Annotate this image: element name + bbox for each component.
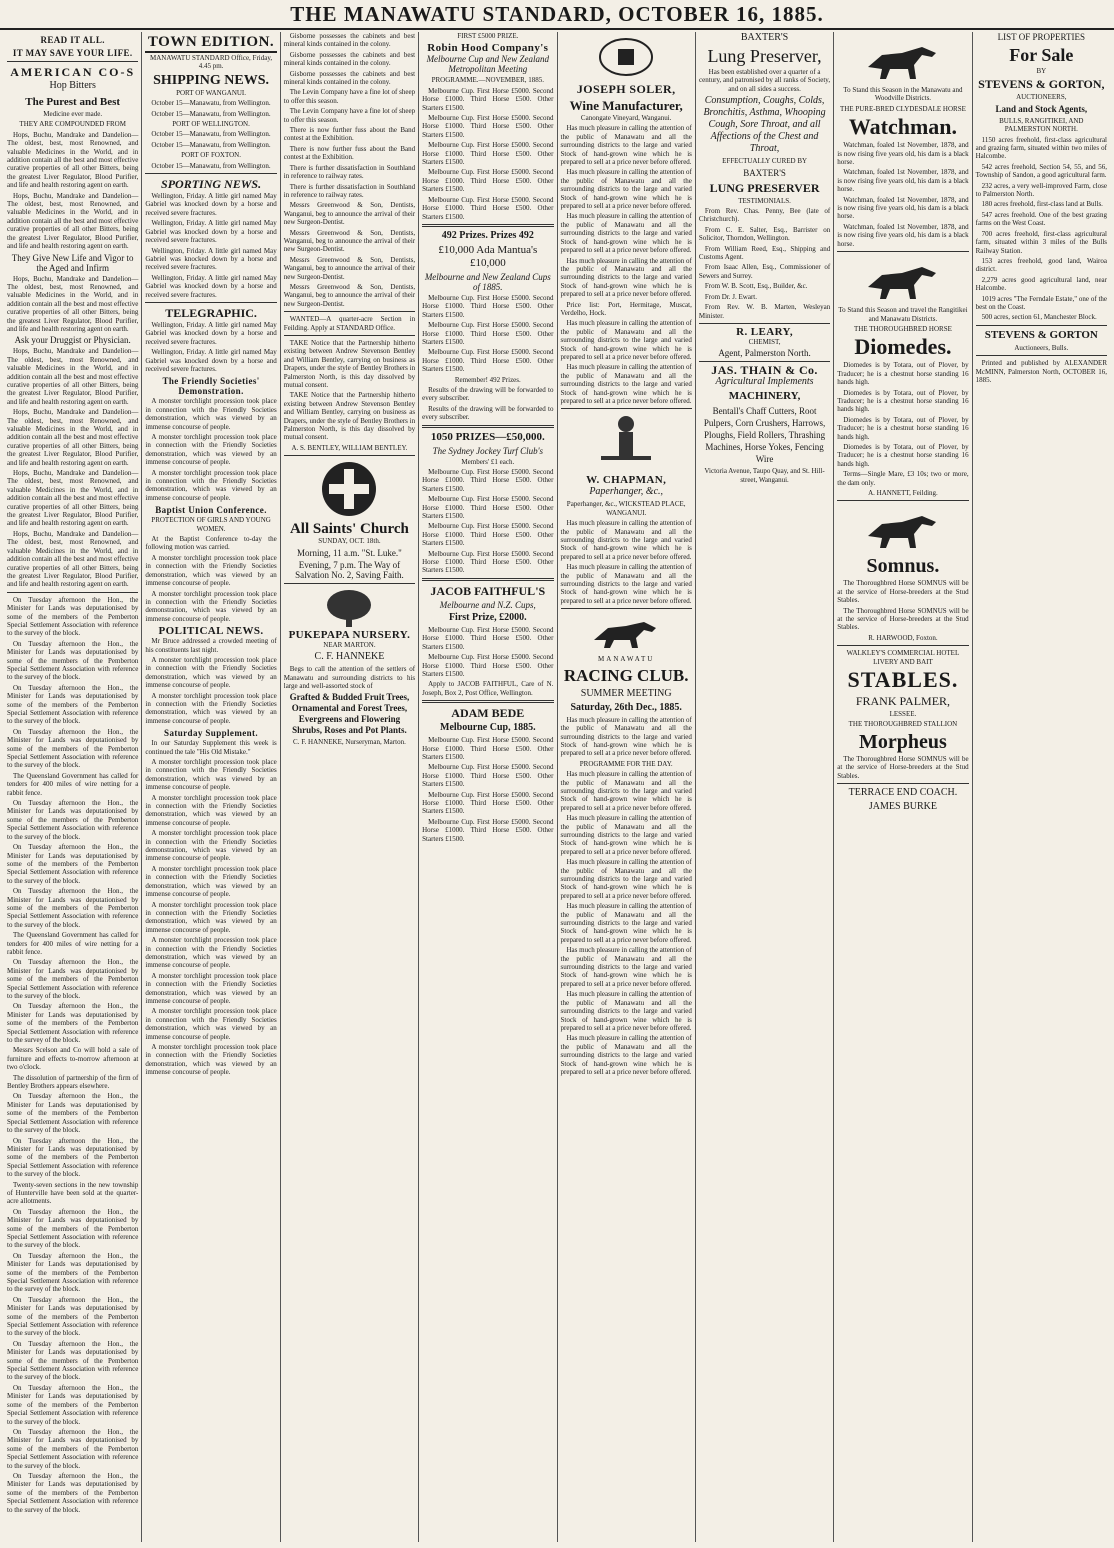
diomedes-body-c: Diomedes is by Totara, out of Plover, by Traducer; he is a chestnut horse standing 16 hands high. bbox=[837, 415, 969, 441]
col5-body-0c: Has much pleasure in calling the attention of the public of Manawatu and all the surrounding districts to the large and varied Stock of hand-grown wine which he is prepared to sell at a price never before offered. bbox=[560, 212, 692, 255]
col5-body-0e: Has much pleasure in calling the attention of the public of Manawatu and all the surrounding districts to the large and varied Stock of hand-grown wine which he is prepared to sell at a price never before offered. bbox=[560, 319, 692, 361]
col1-body-2f: Hops, Buchu, Mandrake and Dandelion— The oldest, best, most Renowned, and valuable Medicines in the World, and in addition contain all the best and most effective curative properties of all other Bitters, being the greatest Liver Regulator, Blood Purifier, and life and health restoring agent on earth. bbox=[7, 469, 139, 528]
clydesdale-horse-icon bbox=[858, 35, 948, 83]
col2-body-2: At the Baptist Conference to-day the following motion was carried. bbox=[145, 535, 277, 552]
col2-body-4g: A monster torchlight procession took place in connection with the Friendly Societies demonstration, which was viewed by an immense concourse of people. bbox=[145, 936, 277, 970]
col2-body-4: In our Saturday Supplement this week is continued the tale "His Old Mistake." bbox=[145, 739, 277, 756]
thain-machinery: MACHINERY, bbox=[728, 390, 801, 403]
col8-body-0: 1150 acres freehold, first-class agricultural and grazing farm, situated within two miles of Halcombe. bbox=[975, 135, 1107, 161]
col1-body-1: THEY ARE COMPOUNDED FROM bbox=[19, 120, 126, 129]
col1-news-4: Twenty-seven sections in the new township of Hunterville have been sold at the quarter-acre allotments. bbox=[7, 1180, 139, 1206]
col1-body-2g: Hops, Buchu, Mandrake and Dandelion— The oldest, best, most Renowned, and valuable Medicines in the World, and in addition contain all the best and most effective curative properties of all other Bitters, being the greatest Liver Regulator, Blood Purifier, and life and health restoring agent on earth. bbox=[7, 529, 139, 589]
telegraphic-title: TELEGRAPHIC. bbox=[165, 305, 257, 320]
racing-club-title: RACING CLUB. bbox=[563, 665, 689, 685]
col2-body-4f: A monster torchlight procession took place in connection with the Friendly Societies demonstration, which was viewed by an immense concourse of people. bbox=[145, 900, 277, 934]
port-foxton: PORT OF FOXTON. bbox=[181, 151, 241, 160]
leary-title: R. LEARY, bbox=[736, 325, 794, 338]
col5-body-0i: Has much pleasure in calling the attention of the public of Manawatu and all the surrounding districts to the large and varied Stock of hand-grown wine which he is prepared to sell at a price never before offered. bbox=[560, 715, 692, 758]
newspaper-page bbox=[4, 32, 1110, 1542]
col8-body-8: 1019 acres "The Ferndale Estate," one of the best on the Coast. bbox=[975, 294, 1107, 311]
col4-body-4: Apply to JACOB FAITHFUL, Care of N. Joseph, Box 2, Post Office, Wellington. bbox=[422, 680, 554, 697]
col5-body-0k: Has much pleasure in calling the attention of the public of Manawatu and all the surrounding districts to the large and varied Stock of hand-grown wine which he is prepared to sell at a price never before offered. bbox=[560, 814, 692, 856]
col5-body-3: Paperhanger, &c., WICKSTEAD PLACE, WANGANUI. bbox=[566, 500, 686, 517]
watchman-body-c: Watchman, foaled 1st November, 1878, and is now rising five years old, his dam is a black horse. bbox=[837, 195, 969, 221]
col5-body-1: Price list: Port, Hermitage, Muscat, Verdelho, Hock. bbox=[560, 300, 692, 317]
col5-body-0: Has much pleasure in calling the attention of the public of Manawatu and all the surrounding districts to the large and varied Stock of hand-grown wine which he is prepared to sell at a price never before offered. bbox=[560, 124, 692, 167]
sporting-news-title: SPORTING NEWS. bbox=[161, 177, 262, 192]
col4-body-0d: Melbourne Cup. First Horse £5000. Second Horse £1000. Third Horse £500. Other Starters £1500. bbox=[422, 168, 554, 194]
jacob-first: First Prize, £2000. bbox=[448, 611, 527, 623]
col1-news-0r: On Tuesday afternoon the Hon., the Minister for Lands was deputationised by some of the members of the Pemberton Special Settlement Association with reference to the survey of the block. bbox=[7, 1471, 139, 1514]
firm-location: BULLS, RANGITIKEI, AND PALMERSTON NORTH. bbox=[999, 116, 1084, 134]
col5-body-0f: Has much pleasure in calling the attention of the public of Manawatu and all the surrounding districts to the large and varied Stock of hand-grown wine which he is prepared to sell at a price never before offered. bbox=[560, 363, 692, 405]
column-2 bbox=[142, 32, 280, 1542]
joseph-soler-title: JOSEPH SOLER, bbox=[576, 82, 676, 96]
diomedes-body-b: Diomedes is by Totara, out of Plover, by Traducer; he is a chestnut horse standing 16 hands high. bbox=[837, 388, 969, 414]
watchman-breed: THE PURE-BRED CLYDESDALE HORSE bbox=[839, 104, 966, 113]
col1-body-2b: Hops, Buchu, Mandrake and Dandelion— The oldest, best, most Renowned, and valuable Medicines in the World, and in addition contain all the best and most effective curative properties of all other Bitters, being the greatest Liver Regulator, Blood Purifier, and life and health restoring agent on earth. bbox=[7, 191, 139, 251]
palmer-sub: LESSEE. bbox=[889, 710, 917, 719]
col1-news-0: On Tuesday afternoon the Hon., the Minister for Lands was deputationised by some of the members of the Pemberton Special Settlement Association with reference to the survey of the block. bbox=[7, 595, 139, 638]
baptist-sub: PROTECTION OF GIRLS AND YOUNG WOMEN. bbox=[151, 516, 271, 533]
baxters-italic: Consumption, Coughs, Colds, Bronchitis, Asthma, Whooping Cough, Sore Throat, and all Affections of the Chest and Throat, bbox=[703, 95, 826, 155]
summer-date: Saturday, 26th Dec., 1885. bbox=[570, 701, 682, 713]
printed-by: Printed and published by ALEXANDER McMINN, Palmerston North, OCTOBER 16, 1885. bbox=[975, 359, 1107, 384]
column-8 bbox=[973, 32, 1110, 1542]
col1-news-0f: On Tuesday afternoon the Hon., the Minister for Lands was deputationised by some of the members of the Pemberton Special Settlement Association with reference to the survey of the block. bbox=[7, 843, 139, 885]
robin-hood-title: Robin Hood Company's bbox=[427, 42, 549, 55]
nursery-tree-icon bbox=[314, 587, 384, 627]
stables-title: STABLES. bbox=[847, 667, 959, 693]
for-sale-title: For Sale bbox=[1009, 45, 1074, 65]
col5-body-0j: Has much pleasure in calling the attention of the public of Manawatu and all the surrounding districts to the large and varied Stock of hand-grown wine which he is prepared to sell at a price never before offered. bbox=[560, 770, 692, 812]
col1-headline: READ IT ALL. bbox=[40, 35, 105, 45]
nursery-sub: NEAR MARTON. bbox=[323, 640, 376, 649]
col5-body-0o: Has much pleasure in calling the attention of the public of Manawatu and all the surrounding districts to the large and varied Stock of hand-grown wine which he is prepared to sell at a price never before offered. bbox=[560, 990, 692, 1032]
col6-body-4: From W. B. Scott, Esq., Builder, &c. bbox=[704, 282, 808, 291]
wanted-ad: WANTED—A quarter-acre Section in Feilding. Apply at STANDARD Office. bbox=[283, 315, 416, 332]
baxters-lung: LUNG PRESERVER bbox=[709, 180, 820, 195]
col1-product: Hop Bitters bbox=[49, 80, 96, 91]
nursery-body: Begs to call the attention of the settlers of Manawatu and surrounding districts to his large and well-assorted stock of bbox=[283, 665, 416, 690]
col1-body-2d: Hops, Buchu, Mandrake and Dandelion— The oldest, best, most Renowned, and valuable Medicines in the World, and in addition contain all the best and most effective curative properties of all other Bitters, being the greatest Liver Regulator, Blood Purifier, and life and health restoring agent on earth. bbox=[7, 347, 139, 406]
col6-body-6: From Rev. W. B. Marten, Wesleyan Minister. bbox=[698, 303, 831, 320]
col4-body-0j: Melbourne Cup. First Horse £5000. Second Horse £1000. Third Horse £500. Other Starters £1500. bbox=[422, 495, 554, 521]
partnership-notice-b: TAKE Notice that the Partnership hitherto existing between Andrew Stevenson Bentley and William Bentley, carrying on business as Drapers, under the style of Bentley Brothers in Palmerston North, is this day dissolved by mutual consent. bbox=[283, 391, 416, 442]
col2-body-0c: Wellington, Friday. A little girl named May Gabriel was knocked down by a horse and received severe fractures. bbox=[145, 246, 277, 272]
col2-body-4d: A monster torchlight procession took place in connection with the Friendly Societies demonstration, which was viewed by an immense concourse of people. bbox=[145, 829, 277, 863]
chapman-trade: Paperhanger, &c., bbox=[589, 486, 664, 498]
arrivals: October 15—Manawatu, from Wellington. bbox=[151, 99, 271, 108]
col1-news-2: Messrs Scelson and Co will hold a sale of furniture and effects to-morrow afternoon at two o'clock. bbox=[7, 1046, 139, 1072]
col2-body-0e: Wellington, Friday. A little girl named May Gabriel was knocked down by a horse and received severe fractures. bbox=[145, 320, 277, 346]
col1-news-0l: On Tuesday afternoon the Hon., the Minister for Lands was deputationised by some of the members of the Pemberton Special Settlement Association with reference to the survey of the block. bbox=[7, 1207, 139, 1250]
col8-body-7: 2,279 acres good agricultural land, near Halcombe. bbox=[975, 275, 1107, 293]
col1-body-0: Medicine ever made. bbox=[43, 110, 103, 118]
col3-body-4: Messrs Greenwood & Son, Dentists, Wanganui, beg to announce the arrival of their new Surgeon-Dentist. bbox=[283, 201, 416, 227]
church-evening: Evening, 7 p.m. The Way of Salvation No. 2, Saving Faith. bbox=[295, 559, 404, 580]
chapman-title: W. CHAPMAN, bbox=[586, 474, 667, 487]
col6-body-2: From William Reed, Esq., Shipping and Customs Agent. bbox=[698, 244, 831, 262]
arrivals-b: October 15—Manawatu, from Wellington. bbox=[151, 109, 271, 118]
partnership-notice: TAKE Notice that the Partnership hitherto existing between Andrew Stevenson Bentley and William Bentley, carrying on business as Drapers, under the style of Bentley Brothers in Palmerston North, is this day dissolved by mutual consent. bbox=[283, 339, 416, 390]
morpheus-title: Morpheus bbox=[859, 730, 947, 753]
col2-body-2b: A monster torchlight procession took place in connection with the Friendly Societies demonstration, which was viewed by an immense concourse of people. bbox=[145, 553, 277, 588]
col8-body-2: 232 acres, a very well-improved Farm, close to Palmerston North. bbox=[975, 181, 1107, 199]
col4-body-0i: Melbourne Cup. First Horse £5000. Second Horse £1000. Third Horse £500. Other Starters £1500. bbox=[422, 468, 554, 493]
col1-news-0g: On Tuesday afternoon the Hon., the Minister for Lands was deputationised by some of the members of the Pemberton Special Settlement Association with reference to the survey of the block. bbox=[7, 887, 139, 929]
morpheus-pre: THE THOROUGHBRED STALLION bbox=[848, 720, 958, 729]
column-4 bbox=[419, 32, 557, 1542]
col2-body-4e: A monster torchlight procession took place in connection with the Friendly Societies demonstration, which was viewed by an immense concourse of people. bbox=[145, 864, 277, 899]
diomedes-body-d: Diomedes is by Totara, out of Plover, by Traducer; he is a chestnut horse standing 16 hands high. bbox=[837, 442, 969, 468]
col3-body-3b: There is further dissatisfaction in Southland in reference to railway rates. bbox=[283, 182, 416, 199]
diomedes-body: Diomedes is by Totara, out of Plover, by Traducer; he is a chestnut horse standing 16 hands high. bbox=[837, 361, 969, 387]
church-title: All Saints' Church bbox=[289, 521, 409, 538]
col6-body-1: From C. E. Salter, Esq., Barrister on Solicitor, Thorndon, Wellington. bbox=[698, 225, 831, 243]
wine-manufacturer: Wine Manufacturer, bbox=[569, 98, 683, 113]
town-edition-title: TOWN EDITION. bbox=[145, 34, 276, 53]
col4-fortune: £10,000 Ada Mantua's £10,000 bbox=[438, 243, 538, 269]
port-wellington: PORT OF WELLINGTON. bbox=[172, 120, 250, 129]
column-7 bbox=[834, 32, 972, 1542]
col3-body-4c: Messrs Greenwood & Son, Dentists, Wanganui, beg to announce the arrival of their new Surgeon-Dentist. bbox=[283, 255, 416, 281]
edition-time: MANAWATU STANDARD Office, Friday, 4.45 pm. bbox=[149, 54, 273, 71]
col4-body-0: Melbourne Cup. First Horse £5000. Second Horse £1000. Third Horse £500. Other Starters £1500. bbox=[422, 86, 554, 112]
col4-body-0h: Melbourne Cup. First Horse £5000. Second Horse £1000. Third Horse £500. Other Starters £1500. bbox=[422, 348, 554, 374]
col2-body-3c: A monster torchlight procession took place in connection with the Friendly Societies demonstration, which was viewed by an immense concourse of people. bbox=[145, 691, 277, 725]
harwood: R. HARWOOD, Foxton. bbox=[868, 633, 938, 642]
col1-news-0i: On Tuesday afternoon the Hon., the Minister for Lands was deputationised by some of the members of the Pemberton Special Settlement Association with reference to the survey of the block. bbox=[7, 1002, 139, 1045]
col5-body-0l: Has much pleasure in calling the attention of the public of Manawatu and all the surrounding districts to the large and varied Stock of hand-grown wine which he is prepared to sell at a price never before offered. bbox=[560, 858, 692, 900]
col4-body-0p: Melbourne Cup. First Horse £5000. Second Horse £1000. Third Horse £500. Other Starters £1500. bbox=[422, 763, 554, 789]
jacob-title: JACOB FAITHFUL'S bbox=[430, 583, 546, 598]
col1-news-0q: On Tuesday afternoon the Hon., the Minister for Lands was deputationised by some of the members of the Pemberton Special Settlement Association with reference to the survey of the block. bbox=[7, 1427, 139, 1470]
col5-body-0b: Has much pleasure in calling the attention of the public of Manawatu and all the surrounding districts to the large and varied Stock of hand-grown wine which he is prepared to sell at a price never before offered. bbox=[560, 168, 692, 211]
church-cross-icon bbox=[319, 459, 379, 519]
col1-body-2e: Hops, Buchu, Mandrake and Dandelion— The oldest, best, most Renowned, and valuable Medicines in the World, and in addition contain all the best and most effective curative properties of all other Bitters, being the greatest Liver Regulator, Blood Purifier, and life and health restoring agent on earth. bbox=[7, 408, 139, 467]
watchman-body-d: Watchman, foaled 1st November, 1878, and is now rising five years old, his dam is a black horse. bbox=[837, 222, 969, 248]
somnus-horse-icon bbox=[858, 504, 948, 552]
somnus-body-c: The Thoroughbred Horse SOMNUS will be at the service of Horse-breeders at the Stud Stables. bbox=[837, 754, 969, 780]
col4-members: Members' £1 each. bbox=[461, 457, 515, 466]
col4-body-0c: Melbourne Cup. First Horse £5000. Second Horse £1000. Third Horse £500. Other Starters £1500. bbox=[422, 141, 554, 167]
col2-body-0: Wellington, Friday. A little girl named May Gabriel was knocked down by a horse and received severe fractures. bbox=[145, 192, 277, 217]
col4-body-0f: Melbourne Cup. First Horse £5000. Second Horse £1000. Third Horse £500. Other Starters £1500. bbox=[422, 293, 554, 319]
col4-body-1: Remember! 492 Prizes. bbox=[454, 375, 521, 384]
adam-sub: Melbourne Cup, 1885. bbox=[440, 722, 536, 734]
palmer-name: FRANK PALMER, bbox=[855, 694, 951, 709]
column-1 bbox=[4, 32, 142, 1542]
col1-news-0d: On Tuesday afternoon the Hon., the Minister for Lands was deputationised by some of the members of the Pemberton Special Settlement Association with reference to the survey of the block. bbox=[7, 727, 139, 770]
col8-body-9: 500 acres, section 61, Manchester Block. bbox=[981, 313, 1097, 322]
col8-body-1: 542 acres freehold, Section 54, 55, and 56, Township of Sandon, a good agricultural farm. bbox=[975, 162, 1107, 180]
col2-body-0d: Wellington, Friday. A little girl named May Gabriel was knocked down by a horse and received severe fractures. bbox=[145, 273, 277, 299]
racehorse-icon bbox=[586, 612, 666, 652]
col3-body-1b: The Levin Company have a fine lot of sheep to offer this season. bbox=[283, 107, 416, 124]
col5-body-0p: Has much pleasure in calling the attention of the public of Manawatu and all the surrounding districts to the large and varied Stock of hand-grown wine which he is prepared to sell at a price never before offered. bbox=[560, 1034, 692, 1076]
leary-sub: CHEMIST, bbox=[748, 337, 781, 346]
col3-body-4b: Messrs Greenwood & Son, Dentists, Wanganui, beg to announce the arrival of their new Surgeon-Dentist. bbox=[283, 228, 416, 254]
port-wanganui: PORT OF WANGANUI. bbox=[176, 88, 247, 97]
col2-body-3b: A monster torchlight procession took place in connection with the Friendly Societies demonstration, which was viewed by an immense concourse of people. bbox=[145, 655, 277, 690]
col1-news-0p: On Tuesday afternoon the Hon., the Minister for Lands was deputationised by some of the members of the Pemberton Special Settlement Association with reference to the survey of the block. bbox=[7, 1383, 139, 1426]
col3-body-4d: Messrs Greenwood & Son, Dentists, Wanganui, beg to announce the arrival of their new Surgeon-Dentist. bbox=[283, 282, 416, 308]
diomedes-terms: Terms—Single Mare, £3 10s; two or more, the dam only. bbox=[837, 470, 969, 487]
col5-body-0n: Has much pleasure in calling the attention of the public of Manawatu and all the surrounding districts to the large and varied Stock of hand-grown wine which he is prepared to sell at a price never before offered. bbox=[560, 946, 692, 988]
partnership-signatures: A. S. BENTLEY, WILLIAM BENTLEY. bbox=[291, 443, 408, 452]
col2-body-0f: Wellington, Friday. A little girl named May Gabriel was knocked down by a horse and received severe fractures. bbox=[145, 348, 277, 373]
col4-body-0g: Melbourne Cup. First Horse £5000. Second Horse £1000. Third Horse £500. Other Starters £1500. bbox=[422, 321, 554, 346]
col1-tagline: The Purest and Best bbox=[25, 96, 121, 108]
col3-body-3: There is further dissatisfaction in Southland in reference to railway rates. bbox=[283, 163, 416, 181]
robin-hood-sub: Melbourne Cup and New Zealand Metropolitan Meeting bbox=[426, 54, 550, 75]
col1-news-0b: On Tuesday afternoon the Hon., the Minister for Lands was deputationised by some of the members of the Pemberton Special Settlement Association with reference to the survey of the block. bbox=[7, 639, 139, 682]
col4-fortune-sub: Melbourne and New Zealand Cups of 1885. bbox=[424, 271, 551, 292]
col8-body-5: 700 acres freehold, first-class agricultural farm, situated within 3 miles of the Bulls Railway Station. bbox=[975, 229, 1107, 255]
col1-news-0m: On Tuesday afternoon the Hon., the Minister for Lands was deputationised by some of the members of the Pemberton Special Settlement Association with reference to the survey of the block. bbox=[7, 1251, 139, 1294]
footer-role: Auctioneers, Bulls. bbox=[1014, 343, 1069, 352]
thain-close: Victoria Avenue, Taupo Quay, and St. Hill-street, Wanganui. bbox=[704, 467, 825, 484]
terrace-coach: TERRACE END COACH. bbox=[848, 787, 958, 799]
col5-body-0d: Has much pleasure in calling the attention of the public of Manawatu and all the surrounding districts to the large and varied Stock of hand-grown wine which he is prepared to sell at a price never before offered. bbox=[560, 256, 692, 299]
watchman-intro: To Stand this Season in the Manawatu and Woodville Districts. bbox=[843, 86, 963, 103]
col4-body-0n: Melbourne Cup. First Horse £5000. Second Horse £1000. Third Horse £500. Other Starters £1500. bbox=[422, 653, 554, 678]
col6-body-5: From Dr. J. Ewart. bbox=[704, 292, 757, 301]
shipping-news-title: SHIPPING NEWS. bbox=[153, 72, 270, 88]
col6-body-3: From Isaac Allen, Esq., Commissioner of Sewers and Surrey. bbox=[698, 263, 831, 280]
col3-body-2b: There is now further fuss about the Band contest at the Exhibition. bbox=[283, 144, 416, 162]
col5-body-0h: Has much pleasure in calling the attention of the public of Manawatu and all the surrounding districts to the large and varied Stock of hand-grown wine which he is prepared to sell at a price never before offered. bbox=[560, 563, 692, 605]
nursery-trees: Grafted & Budded Fruit Trees, Ornamental and Forest Trees, Evergreens and Flowering Shrubs, Roses and Pot Plants. bbox=[289, 692, 410, 736]
somnus-body-b: The Thoroughbred Horse SOMNUS will be at the service of Horse-breeders at the Stud Stables. bbox=[837, 606, 969, 632]
col4-body-0k: Melbourne Cup. First Horse £5000. Second Horse £1000. Third Horse £500. Other Starters £1500. bbox=[422, 522, 554, 548]
col1-news-0j: On Tuesday afternoon the Hon., the Minister for Lands was deputationised by some of the members of the Pemberton Special Settlement Association with reference to the survey of the block. bbox=[7, 1092, 139, 1135]
col1-brand: AMERICAN CO-S bbox=[10, 65, 136, 79]
saturday-supplement-title: Saturday Supplement. bbox=[164, 728, 259, 739]
col2-body-1: A monster torchlight procession took place in connection with the Friendly Societies demonstration, which was viewed by an immense concourse of people. bbox=[145, 397, 277, 431]
col4-body-0e: Melbourne Cup. First Horse £5000. Second Horse £1000. Third Horse £500. Other Starters £1500. bbox=[422, 195, 554, 221]
col4-prizes: 492 Prizes. Prizes 492 bbox=[441, 229, 534, 241]
political-news-title: POLITICAL NEWS. bbox=[158, 625, 264, 638]
col1-news-1: The Queensland Government has called for tenders for 400 miles of wire netting for a rabbit fence. bbox=[7, 771, 139, 797]
arrivals-c: October 15—Manawatu, from Wellington. bbox=[151, 130, 271, 139]
baxters-title: BAXTER'S bbox=[740, 32, 789, 43]
col1-news-0k: On Tuesday afternoon the Hon., the Minister for Lands was deputationised by some of the members of the Pemberton Special Settlement Association with reference to the survey of the block. bbox=[7, 1136, 139, 1179]
leary-agent: Agent, Palmerston North. bbox=[718, 348, 811, 359]
col2-body-2c: A monster torchlight procession took place in connection with the Friendly Societies demonstration, which was viewed by an immense concourse of people. bbox=[145, 589, 277, 623]
summer-meeting: SUMMER MEETING bbox=[580, 687, 672, 699]
col8-body-4: 547 acres freehold. One of the best grazing farms on the West Coast. bbox=[975, 210, 1107, 228]
col8-body-6: 153 acres freehold, good land, Wairoa district. bbox=[975, 256, 1107, 274]
arrivals-e: October 15—Manawatu, from Wellington. bbox=[151, 161, 271, 170]
col4-body-0l: Melbourne Cup. First Horse £5000. Second Horse £1000. Third Horse £500. Other Starters £1500. bbox=[422, 549, 554, 575]
col3-body-0: Gisborne possesses the cabinets and best mineral kinds contained in the colony. bbox=[283, 32, 416, 49]
col1-news-1b: The Queensland Government has called for tenders for 400 miles of wire netting for a rabbit fence. bbox=[7, 931, 139, 956]
col6-body-0: From Rev. Chas. Penny, Bee (late of Christchurch). bbox=[698, 207, 831, 224]
watchman-title: Watchman. bbox=[848, 114, 958, 140]
baxters-cured: EFFECTUALLY CURED BY bbox=[722, 157, 808, 166]
diomedes-title: Diomedes. bbox=[854, 334, 952, 360]
col2-body-3: Mr Bruce addressed a crowded meeting of his constituents last night. bbox=[145, 637, 277, 654]
col1-news-0c: On Tuesday afternoon the Hon., the Minister for Lands was deputationised by some of the members of the Pemberton Special Settlement Association with reference to the survey of the block. bbox=[7, 683, 139, 726]
nursery-owner: C. F. HANNEKE bbox=[314, 651, 385, 663]
col1-news-3: The dissolution of partnership of the firm of Bentley Brothers appears elsewhere. bbox=[7, 1073, 139, 1091]
col2-body-4b: A monster torchlight procession took place in connection with the Friendly Societies demonstration, which was viewed by an immense concourse of people. bbox=[145, 758, 277, 792]
col1-news-0e: On Tuesday afternoon the Hon., the Minister for Lands was deputationised by some of the members of the Pemberton Special Settlement Association with reference to the survey of the block. bbox=[7, 799, 139, 841]
col8-body-3: 180 acres freehold, first-class land at Bulls. bbox=[981, 200, 1103, 209]
walkley-title: WALKLEY'S COMMERCIAL HOTEL LIVERY AND BAIT bbox=[846, 649, 960, 666]
col1-body-4: Ask your Druggist or Physician. bbox=[14, 335, 131, 346]
col2-body-0b: Wellington, Friday. A little girl named May Gabriel was knocked down by a horse and received severe fractures. bbox=[145, 219, 277, 245]
col2-body-4h: A monster torchlight procession took place in connection with the Friendly Societies demonstration, which was viewed by an immense concourse of people. bbox=[145, 971, 277, 1005]
column-6 bbox=[696, 32, 834, 1542]
col4-body-2: Results of the drawing will be forwarded to every subscriber. bbox=[422, 385, 554, 403]
col2-body-1c: A monster torchlight procession took place in connection with the Friendly Societies demonstration, which was viewed by an immense concourse of people. bbox=[145, 468, 277, 502]
arrivals-d: October 15—Manawatu, from Wellington. bbox=[151, 140, 271, 149]
col4-top: FIRST £5000 PRIZE. bbox=[457, 32, 519, 40]
watchman-body: Watchman, foaled 1st November, 1878, and is now rising five years old, his dam is a black horse. bbox=[837, 141, 969, 167]
stevens-gorton: STEVENS & GORTON, bbox=[978, 77, 1105, 92]
nursery-title: PUKEPAPA NURSERY. bbox=[288, 628, 411, 641]
vineyard: Canongate Vineyard, Wanganui. bbox=[580, 114, 672, 122]
lung-preserver-title: Lung Preserver, bbox=[707, 46, 822, 66]
diomedes-breed: THE THOROUGHBRED HORSE bbox=[854, 324, 952, 333]
masthead: THE MANAWATU STANDARD, OCTOBER 16, 1885. bbox=[0, 0, 1114, 30]
manawatu-label: MANAWATU bbox=[598, 655, 655, 664]
church-date: SUNDAY, OCT. 18th. bbox=[318, 537, 381, 546]
wine-emblem-icon bbox=[596, 35, 656, 79]
col3-body-1: The Levin Company have a fine lot of sheep to offer this season. bbox=[283, 88, 416, 105]
thain-sub: Agricultural Implements bbox=[715, 376, 814, 388]
jacob-sub: Melbourne and N.Z. Cups, bbox=[439, 599, 536, 610]
friendly-societies-title: The Friendly Societies' Demonstration. bbox=[162, 376, 260, 397]
col5-body-0g: Has much pleasure in calling the attention of the public of Manawatu and all the surrounding districts to the large and varied Stock of hand-grown wine which he is prepared to sell at a price never before offered. bbox=[560, 519, 692, 561]
col4-body-0o: Melbourne Cup. First Horse £5000. Second Horse £1000. Third Horse £500. Other Starters £1500. bbox=[422, 736, 554, 761]
auctioneers: AUCTIONEERS, bbox=[1016, 93, 1067, 102]
baxters-name: BAXTER'S bbox=[743, 167, 786, 178]
james-burke: JAMES BURKE bbox=[868, 801, 937, 813]
col1-body-3: They Give New Life and Vigor to the Aged and Infirm bbox=[11, 252, 134, 273]
col1-subheadline: IT MAY SAVE YOUR LIFE. bbox=[12, 48, 133, 58]
col4-body-0b: Melbourne Cup. First Horse £5000. Second Horse £1000. Third Horse £500. Other Starters £1500. bbox=[422, 114, 554, 139]
column-3 bbox=[281, 32, 419, 1542]
paperhanger-figure-icon bbox=[591, 412, 661, 472]
by-label: BY bbox=[1036, 67, 1047, 75]
programme-title: PROGRAMME FOR THE DAY. bbox=[579, 759, 673, 768]
baptist-title: Baptist Union Conference. bbox=[155, 505, 267, 516]
church-morning: Morning, 11 a.m. "St. Luke." bbox=[297, 547, 402, 558]
col1-news bbox=[7, 596, 138, 1514]
footer-firm: STEVENS & GORTON bbox=[984, 328, 1098, 341]
watchman-body-b: Watchman, foaled 1st November, 1878, and is now rising five years old, his dam is a black horse. bbox=[837, 168, 969, 194]
col1-news-0n: On Tuesday afternoon the Hon., the Minister for Lands was deputationised by some of the members of the Pemberton Special Settlement Association with reference to the survey of the block. bbox=[7, 1295, 139, 1338]
baxters-intro: Has been established over a quarter of a century, and patronised by all ranks of Society, and on all sides a success. bbox=[699, 68, 831, 93]
col3-body-2: There is now further fuss about the Band contest at the Exhibition. bbox=[283, 126, 416, 143]
col1-news-0h: On Tuesday afternoon the Hon., the Minister for Lands was deputationised by some of the members of the Pemberton Special Settlement Association with reference to the survey of the block. bbox=[7, 958, 139, 1000]
somnus-title: Somnus. bbox=[866, 555, 940, 578]
col1-body-2c: Hops, Buchu, Mandrake and Dandelion— The oldest, best, most Renowned, and valuable Medicines in the World, and in addition contain all the best and most effective curative properties of all other Bitters, being the greatest Liver Regulator, Blood Purifier, and life and health restoring agent on earth. bbox=[7, 274, 139, 333]
thoroughbred-horse-icon bbox=[858, 255, 948, 303]
col4-body-2b: Results of the drawing will be forwarded to every subscriber. bbox=[422, 404, 554, 422]
properties-list-title: LIST OF PROPERTIES bbox=[997, 32, 1085, 42]
col2-body-4j: A monster torchlight procession took place in connection with the Friendly Societies demonstration, which was viewed by an immense concourse of people. bbox=[145, 1043, 277, 1077]
diomedes-intro: To Stand this Season and travel the Rangitikei and Manawatu Districts. bbox=[838, 306, 968, 323]
thain-items: Bentall's Chaff Cutters, Root Pulpers, Corn Crushers, Harrows, Ploughs, Field Rollers, Thrashing Machines, Horse Yokes, Fencing Wire bbox=[703, 406, 826, 465]
column-5 bbox=[558, 32, 696, 1542]
nursery-close: C. F. HANNEKE, Nurseryman, Marton. bbox=[293, 738, 406, 747]
hannett: A. HANNETT, Feilding. bbox=[868, 489, 938, 497]
col4-body-0r: Melbourne Cup. First Horse £5000. Second Horse £1000. Third Horse £500. Other Starters £1500. bbox=[422, 817, 554, 843]
testimonials-title: TESTIMONIALS. bbox=[738, 196, 791, 205]
col3-body-0c: Gisborne possesses the cabinets and best mineral kinds contained in the colony. bbox=[283, 69, 416, 87]
somnus-body: The Thoroughbred Horse SOMNUS will be at the service of Horse-breeders at the Stud Stables. bbox=[837, 579, 969, 605]
robin-hood-prog: PROGRAMME.—NOVEMBER, 1885. bbox=[431, 76, 545, 85]
sydney-title: 1050 PRIZES—£50,000. bbox=[430, 430, 545, 443]
col2-body-4i: A monster torchlight procession took place in connection with the Friendly Societies demonstration, which was viewed by an immense concourse of people. bbox=[145, 1007, 277, 1041]
col1-news-0o: On Tuesday afternoon the Hon., the Minister for Lands was deputationised by some of the members of the Pemberton Special Settlement Association with reference to the survey of the block. bbox=[7, 1339, 139, 1382]
col3-body-0b: Gisborne possesses the cabinets and best mineral kinds contained in the colony. bbox=[283, 50, 416, 68]
col1-body-2: Hops, Buchu, Mandrake and Dandelion— The oldest, best, most Renowned, and valuable Medicines in the World, and in addition contain all the best and most effective curative properties of all other Bitters, being the greatest Liver Regulator, Blood Purifier, and life and health restoring agent on earth. bbox=[7, 130, 139, 190]
col2-body-1b: A monster torchlight procession took place in connection with the Friendly Societies demonstration, which was viewed by an immense concourse of people. bbox=[145, 433, 277, 467]
col5-body-0m: Has much pleasure in calling the attention of the public of Manawatu and all the surrounding districts to the large and varied Stock of hand-grown wine which he is prepared to sell at a price never before offered. bbox=[560, 902, 692, 944]
col4-body-0q: Melbourne Cup. First Horse £5000. Second Horse £1000. Third Horse £500. Other Starters £1500. bbox=[422, 790, 554, 816]
adam-title: ADAM BEDE bbox=[451, 706, 525, 721]
col4-body-0m: Melbourne Cup. First Horse £5000. Second Horse £1000. Third Horse £500. Other Starters £1500. bbox=[422, 625, 554, 651]
sydney-sub: The Sydney Jockey Turf Club's bbox=[432, 445, 544, 456]
col2-body-4c: A monster torchlight procession took place in connection with the Friendly Societies demonstration, which was viewed by an immense concourse of people. bbox=[145, 793, 277, 827]
land-stock-agents: Land and Stock Agents, bbox=[995, 103, 1088, 114]
thain-title: JAS. THAIN & Co. bbox=[711, 363, 818, 378]
